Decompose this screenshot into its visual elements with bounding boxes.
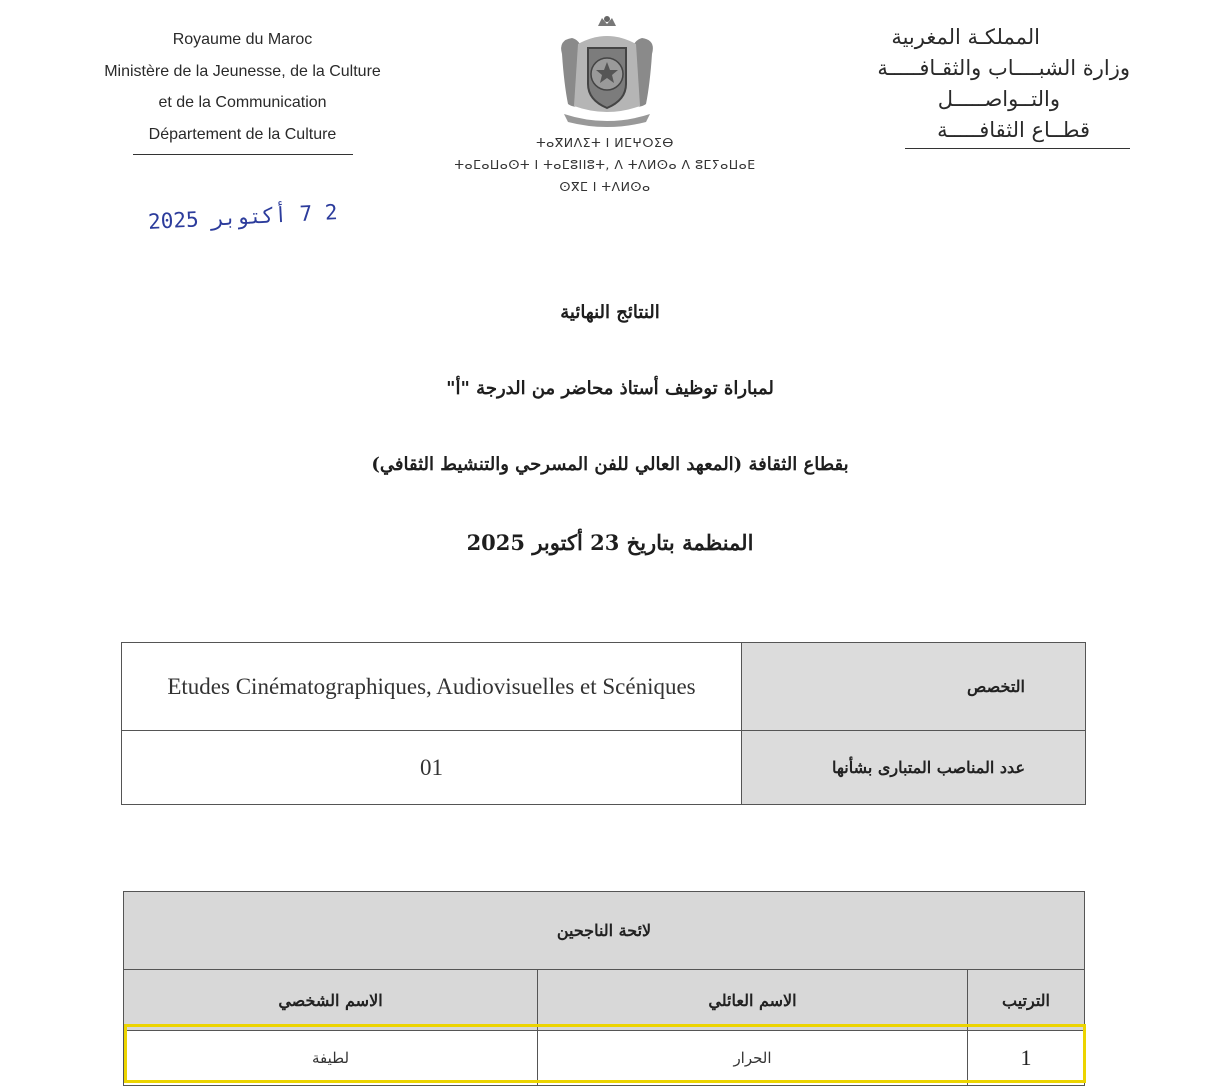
header-arabic-line-4: قطــاع الثقافـــــة (937, 118, 1090, 142)
col-head-family-name: الاسم العائلي (538, 970, 968, 1031)
header-french (70, 24, 415, 155)
title-line-1: النتائج النهائية (560, 302, 660, 323)
header-french-rule (133, 154, 353, 155)
header-french-line-2: Ministère de la Jeunesse, de la Culture (104, 62, 381, 80)
winners-table (123, 891, 1085, 1086)
title-line-4: المنظمة بتاريخ 23 أكتوبر 2025 (466, 530, 754, 555)
col-head-first-name: الاسم الشخصي (124, 970, 538, 1031)
specialty-value: Etudes Cinématographiques, Audiovisuelles et Scéniques (122, 643, 742, 731)
header-arabic (800, 22, 1130, 149)
header-french-line-3: et de la Communication (158, 94, 327, 111)
col-head-rank: الترتيب (968, 970, 1085, 1031)
header-arabic-line-1: المملكـة المغربية (891, 25, 1040, 49)
header-arabic-line-2: وزارة الشبــــاب والثقـافـــــة (877, 56, 1130, 80)
winner-first-name: لطيفة (124, 1031, 538, 1086)
header-tifinagh (430, 132, 780, 198)
specialty-label: التخصص (742, 643, 1086, 731)
posts-value: 01 (122, 731, 742, 805)
title-line-2: لمباراة توظيف أستاذ محاضر من الدرجة "أ" (446, 378, 774, 399)
posts-label: عدد المناصب المتبارى بشأنها (742, 731, 1086, 805)
coat-of-arms-icon (548, 14, 666, 130)
date-stamp: 2 7 أكتوبر 2025 (147, 200, 339, 234)
winners-title-row (124, 892, 1085, 970)
info-table (121, 642, 1086, 805)
header-french-line-1: Royaume du Maroc (172, 31, 313, 48)
tifinagh-line-3: ⵙⴳⵎ ⵏ ⵜⴷⵍⵙⴰ (559, 179, 651, 194)
info-row-specialty (122, 643, 1086, 731)
winner-rank: 1 (968, 1031, 1085, 1086)
tifinagh-line-2: ⵜⴰⵎⴰⵡⴰⵙⵜ ⵏ ⵜⴰⵎⵓⵏⵏⵓⵜ, ⴷ ⵜⴷⵍⵙⴰ ⴷ ⵓⵎⵢⴰⵡⴰⴹ (454, 157, 756, 172)
info-row-posts (122, 731, 1086, 805)
header-arabic-line-3: والتــواصـــــل (937, 87, 1060, 111)
title-line-3: بقطاع الثقافة (المعهد العالي للفن المسرحي والتنشيط الثقافي) (371, 454, 849, 475)
tifinagh-line-1: ⵜⴰⴳⵍⴷⵉⵜ ⵏ ⵍⵎⵖⵔⵉⴱ (536, 135, 674, 150)
winners-table-title: لائحة الناجحين (124, 892, 1085, 970)
winners-column-headers (124, 970, 1085, 1031)
table-row (124, 1031, 1085, 1086)
header-french-line-4: Département de la Culture (148, 125, 337, 143)
header-arabic-rule (905, 148, 1130, 149)
winner-family-name: الحرار (538, 1031, 968, 1086)
